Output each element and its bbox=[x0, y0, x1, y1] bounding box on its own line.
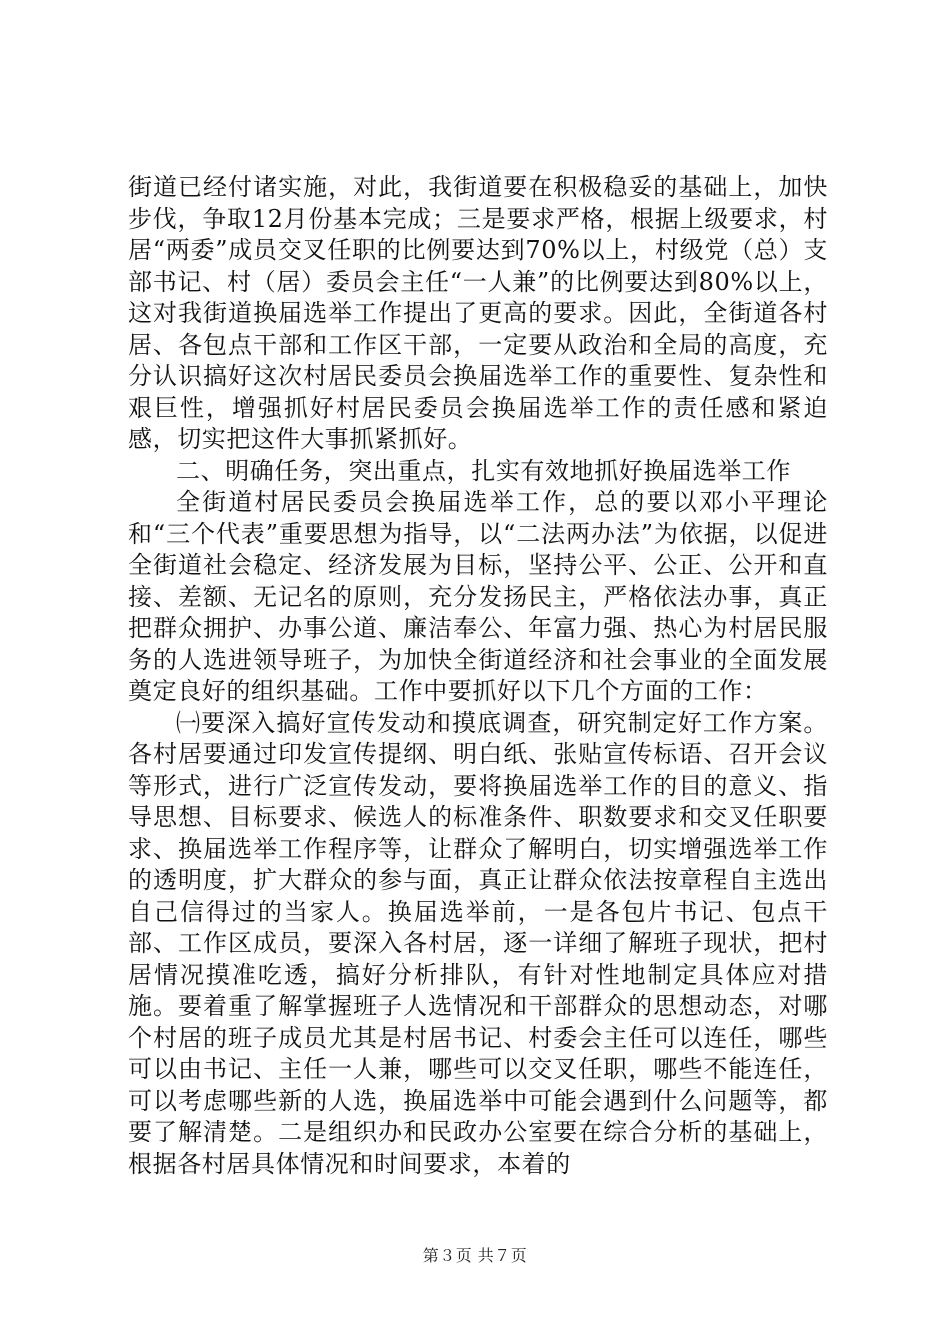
paragraph-body: 全街道村居民委员会换届选举工作，总的要以邓小平理论和“三个代表”重要思想为指导，以“二法两办法”为依据，以促进全街道社会稳定、经济发展为目标，坚持公平、公正、公开和直接、差额、无记名的原则，充分发扬民主，严格依法办事，真正把群众拥护、办事公道、廉洁奉公、年富力强、热心为村居民服务的人选进领导班子，为加快全街道经济和社会事业的全面发展奠定良好的组织基础。工作中要抓好以下几个方面的工作： bbox=[128, 488, 828, 705]
page-number-footer: 第３页 共７页 bbox=[422, 1246, 528, 1265]
document-body bbox=[128, 172, 828, 1180]
paragraph-item-one: ㈠要深入搞好宣传发动和摸底调查，研究制定好工作方案。各村居要通过印发宣传提纲、明白纸、张贴宣传标语、召开会议等形式，进行广泛宣传发动，要将换届选举工作的目的意义、指导思想、目标要求、候选人的标准条件、职数要求和交叉任职要求、换届选举工作程序等，让群众了解明白，切实增强选举工作的透明度，扩大群众的参与面，真正让群众依法按章程自主选出自己信得过的当家人。换届选举前，一是各包片书记、包点干部、工作区成员，要深入各村居，逐一详细了解班子现状，把村居情况摸准吃透，搞好分析排队，有针对性地制定具体应对措施。要着重了解掌握班子人选情况和干部群众的思想动态，对哪个村居的班子成员尤其是村居书记、村委会主任可以连任，哪些可以由书记、主任一人兼，哪些可以交叉任职，哪些不能连任，可以考虑哪些新的人选，换届选举中可能会遇到什么问题等，都要了解清楚。二是组织办和民政办公室要在综合分析的基础上，根据各村居具体情况和时间要求，本着的 bbox=[128, 708, 828, 1178]
paragraph-continuation: 街道已经付诸实施，对此，我街道要在积极稳妥的基础上，加快步伐，争取12月份基本完成；三是要求严格，根据上级要求，村居“两委”成员交叉任职的比例要达到70%以上，村级党（总）支部书记、村（居）委员会主任“一人兼”的比例要达到80%以上，这对我街道换届选举工作提出了更高的要求。因此，全街道各村居、各包点干部和工作区干部，一定要从政治和全局的高度，充分认识搞好这次村居民委员会换届选举工作的重要性、复杂性和艰巨性，增强抓好村居民委员会换届选举工作的责任感和紧迫感，切实把这件大事抓紧抓好。 bbox=[128, 173, 828, 453]
section-heading: 二、明确任务，突出重点，扎实有效地抓好换届选举工作 bbox=[176, 456, 791, 485]
